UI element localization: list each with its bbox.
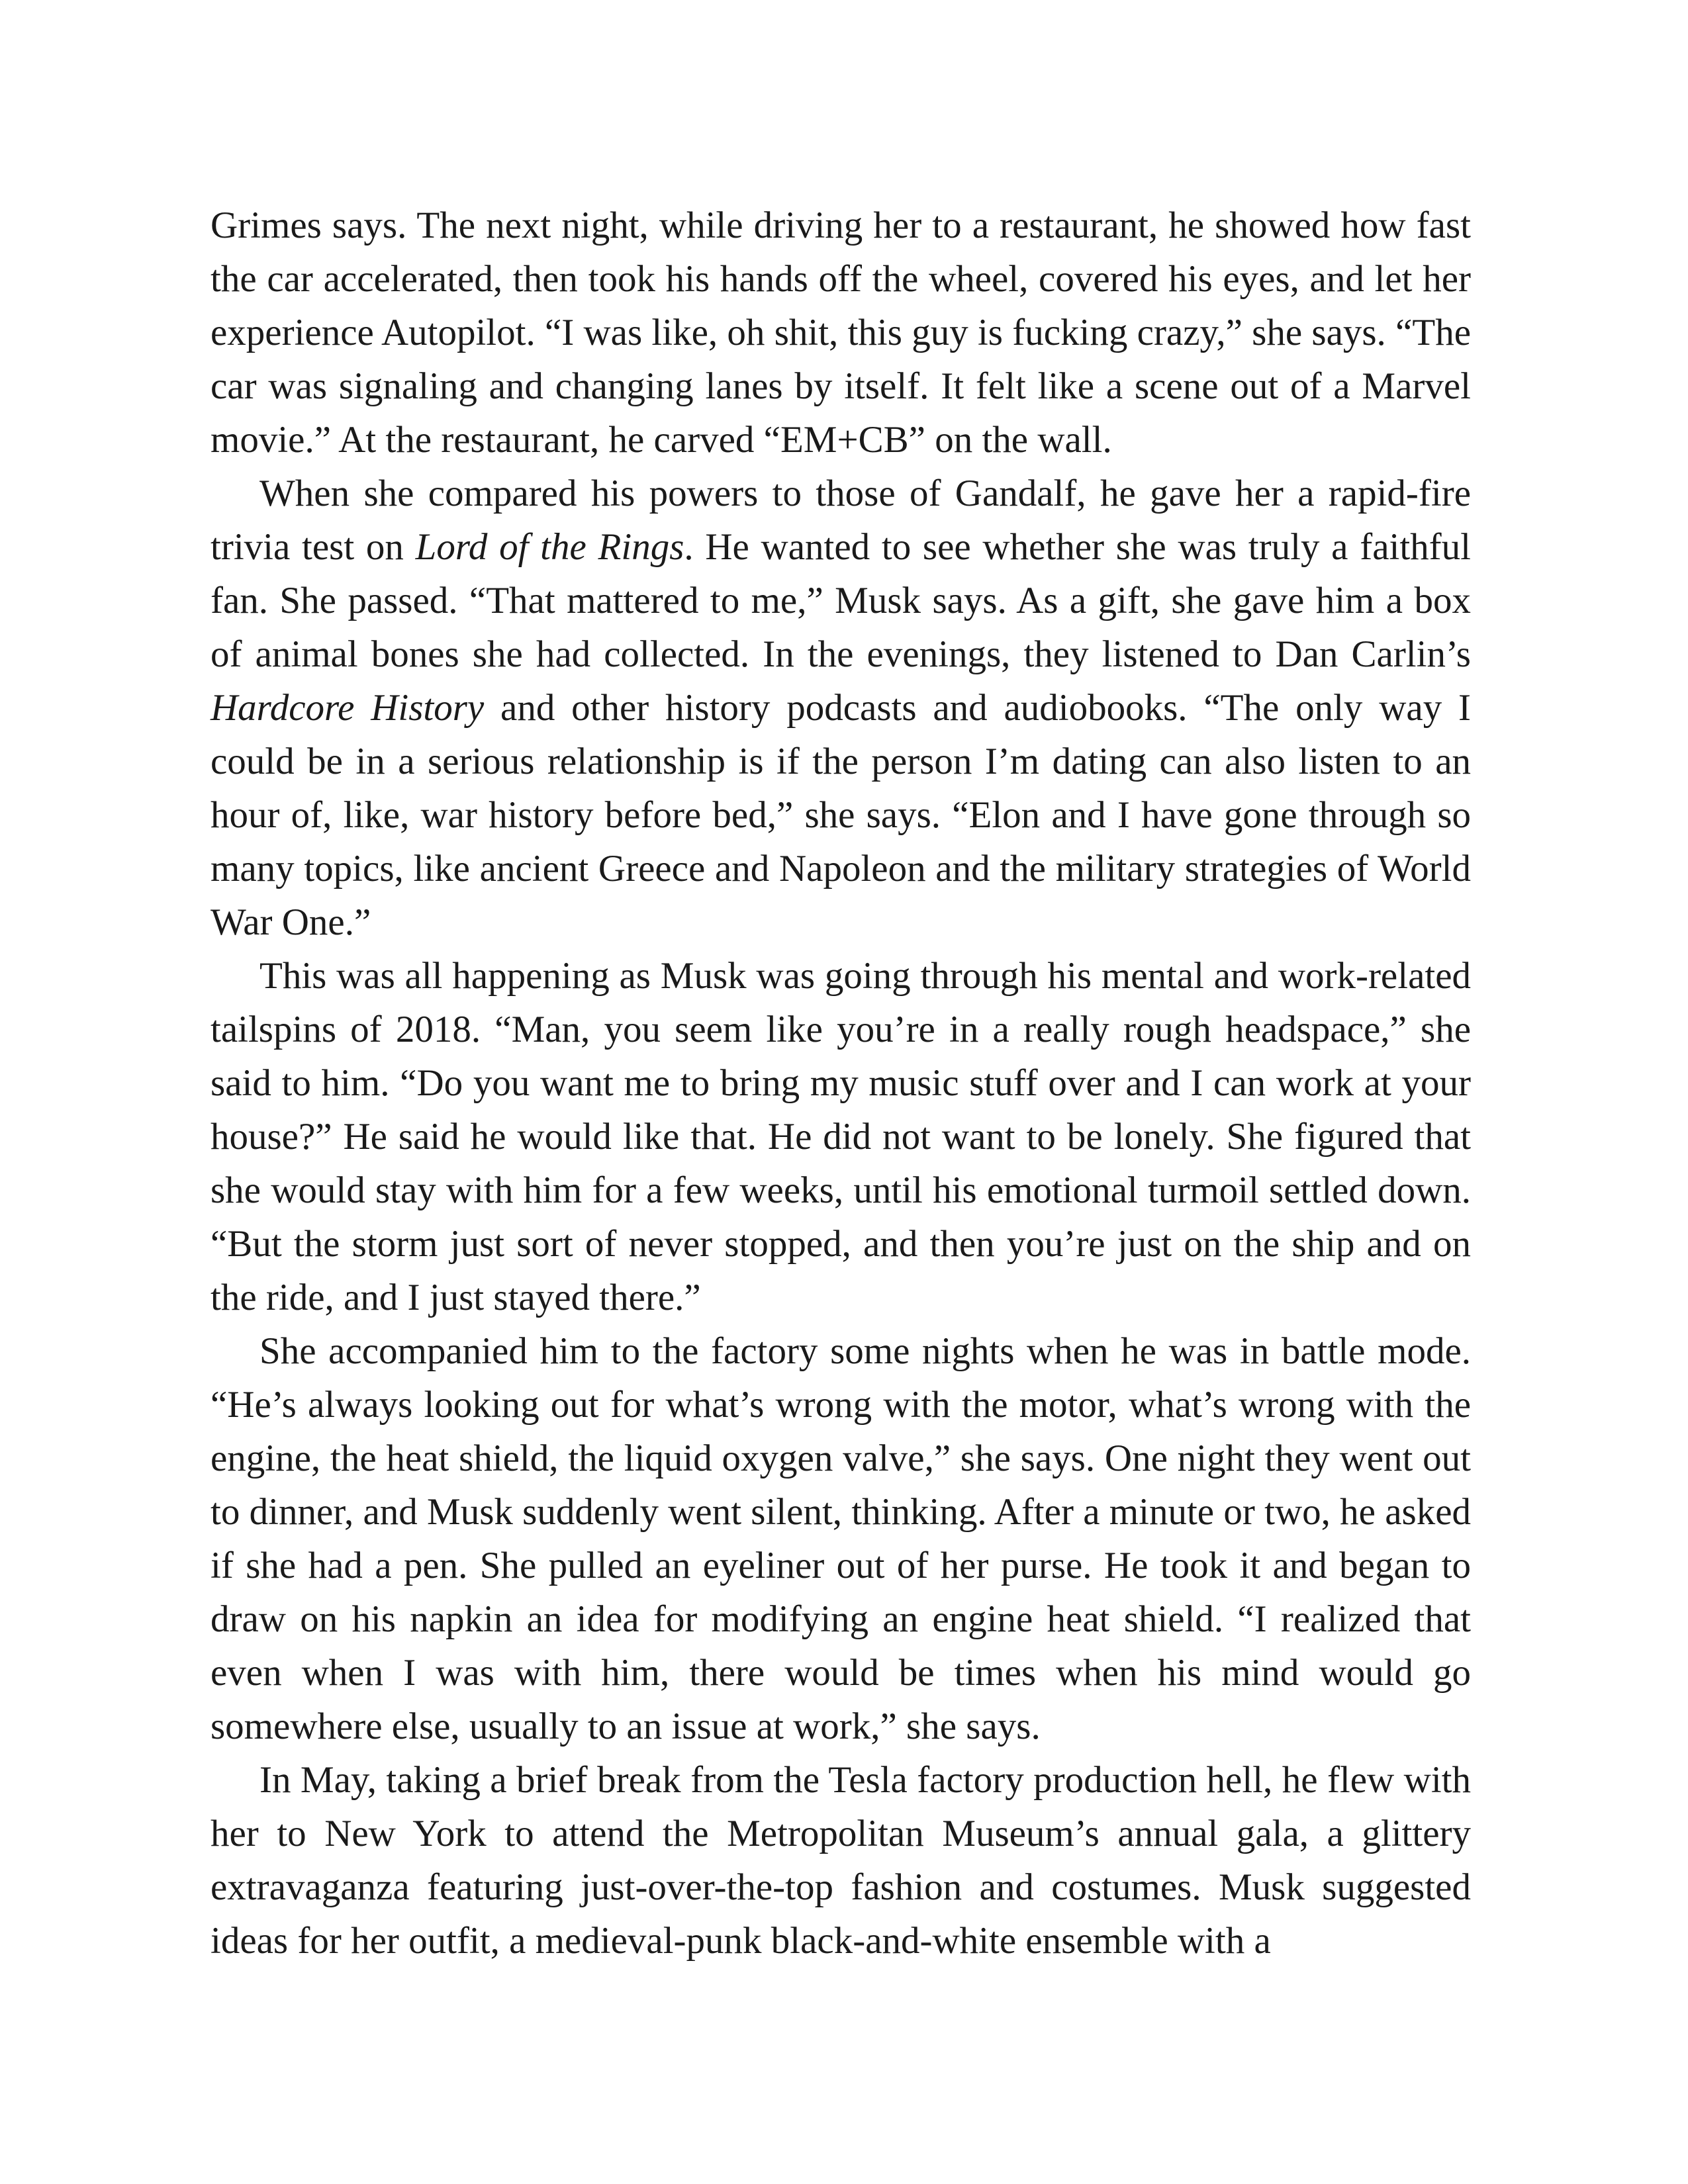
paragraph-2	[211, 467, 1471, 949]
book-page-body	[211, 199, 1471, 1968]
paragraph-3-text: This was all happening as Musk was going through his mental and work-related tailspins of 2018. “Man, you seem like you’re in a really rough headspace,” she said to him. “Do you want me to bring my music stuff over and I can work at your house?” He said he would like that. He did not want to be lonely. She figured that she would stay with him for a few weeks, until his emotional turmoil settled down. “But the storm just sort of never stopped, and then you’re just on the ship and on the ride, and I just stayed there.”	[211, 955, 1471, 1318]
paragraph-5	[211, 1753, 1471, 1968]
paragraph-3	[211, 949, 1471, 1324]
podcast-title-hardcore-history: Hardcore History	[211, 687, 485, 729]
paragraph-1-text: Grimes says. The next night, while driving her to a restaurant, he showed how fast the car accelerated, then took his hands off the wheel, covered his eyes, and let her experience Autopilot. “I was like, oh shit, this guy is fucking crazy,” she says. “The car was signaling and changing lanes by itself. It felt like a scene out of a Marvel movie.” At the restaurant, he carved “EM+CB” on the wall.	[211, 205, 1471, 461]
paragraph-2-text-a: When she compared his powers to those of Gandalf, he gave her a rapid-fire trivia test on	[211, 473, 1471, 568]
book-title-lord-of-the-rings: Lord of the Rings	[415, 526, 684, 568]
paragraph-4-text: She accompanied him to the factory some nights when he was in battle mode. “He’s always looking out for what’s wrong with the motor, what’s wrong with the engine, the heat shield, the liquid oxygen valve,” she says. One night they went out to dinner, and Musk suddenly went silent, thinking. After a minute or two, he asked if she had a pen. She pulled an eyeliner out of her purse. He took it and began to draw on his napkin an idea for modifying an engine heat shield. “I realized that even when I was with him, there would be times when his mind would go somewhere else, usually to an issue at work,” she says.	[211, 1330, 1471, 1747]
paragraph-4	[211, 1324, 1471, 1753]
paragraph-2-text-b: . He wanted to see whether she was truly a faithful fan. She passed. “That mattered to me,” Musk says. As a gift, she gave him a box of animal bones she had collected. In the evenings, they listened to Dan Carlin’s	[211, 526, 1471, 675]
paragraph-5-text: In May, taking a brief break from the Tesla factory production hell, he flew with her to New York to attend the Metropolitan Museum’s annual gala, a glittery extravaganza featuring just-over-the-top fashion and costumes. Musk suggested ideas for her outfit, a medieval-punk black-and-white ensemble with a	[211, 1759, 1471, 1962]
paragraph-1	[211, 199, 1471, 467]
paragraph-2-text-c: and other history podcasts and audiobooks. “The only way I could be in a serious relationship is if the person I’m dating can also listen to an hour of, like, war history before bed,” she says. “Elon and I have gone through so many topics, like ancient Greece and Napoleon and the military strategies of World War One.”	[211, 687, 1471, 943]
